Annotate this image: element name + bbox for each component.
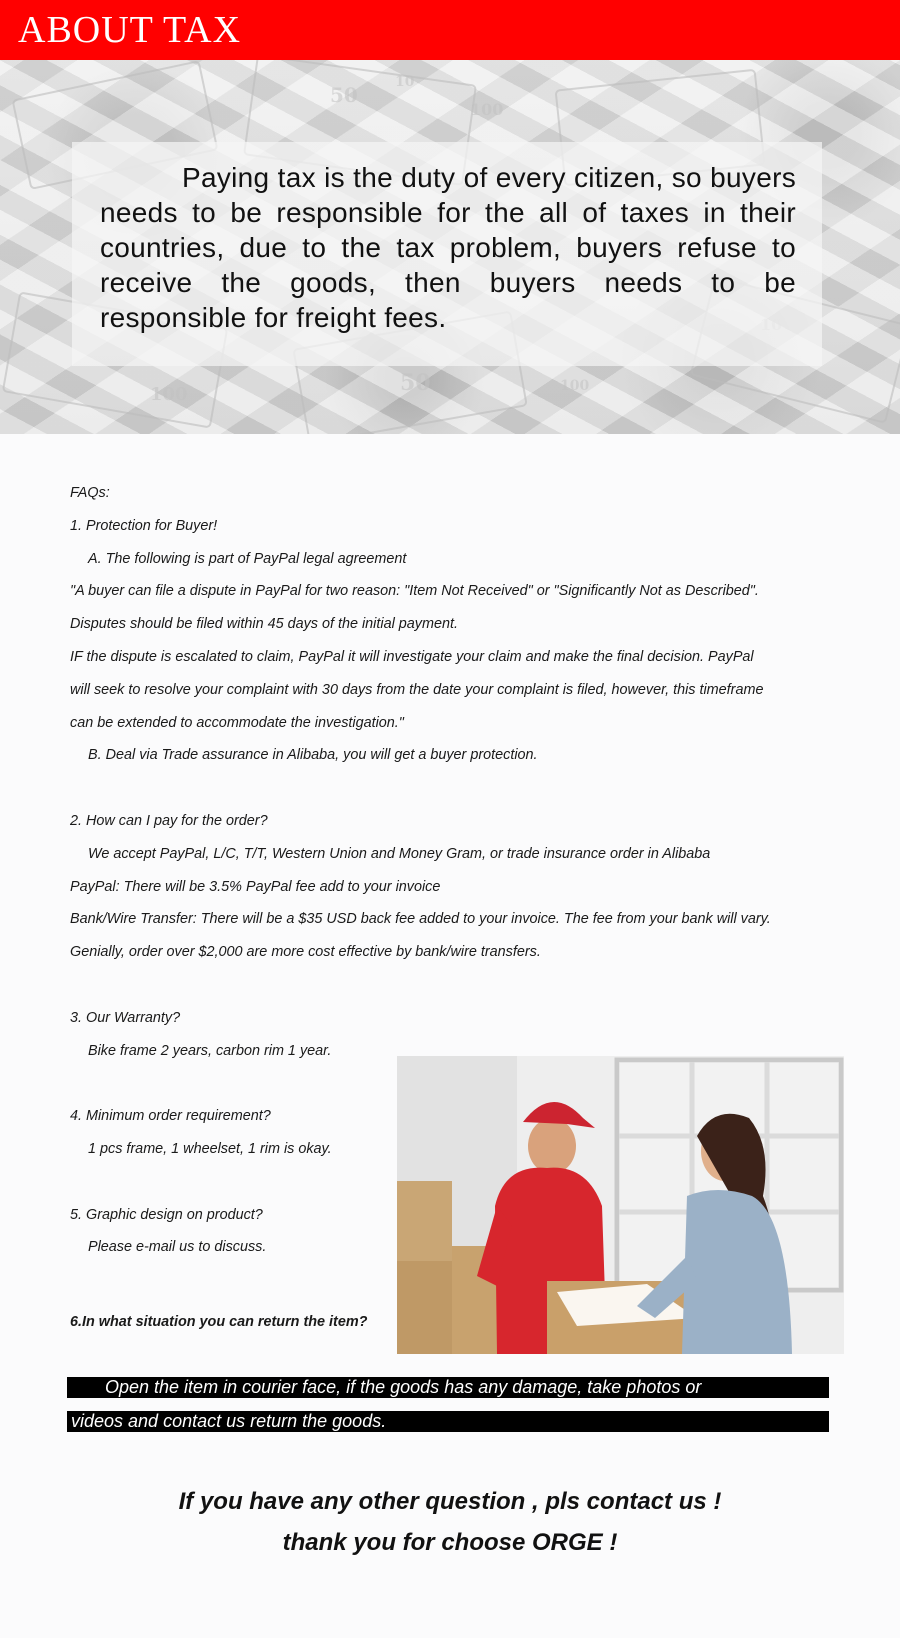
faq-answer-1a-line: "A buyer can file a dispute in PayPal for two reason: "Item Not Received" or "Significantly Not as Described". (70, 583, 759, 600)
hero-banner (0, 60, 900, 434)
faq-answer-2-line: PayPal: There will be 3.5% PayPal fee add to your invoice (70, 878, 441, 895)
svg-text:50: 50 (400, 370, 431, 396)
delivery-photo (397, 1056, 844, 1354)
svg-text:100: 100 (150, 384, 188, 405)
faq-answer-1b: B. Deal via Trade assurance in Alibaba, you will get a buyer protection. (88, 747, 538, 764)
return-policy-banner (67, 1411, 829, 1432)
faq-answer-1a-line: Disputes should be filed within 45 days of the initial payment. (70, 616, 458, 633)
faq-answer-2-line: Bank/Wire Transfer: There will be a $35 USD back fee added to your invoice. The fee from your bank will vary. (70, 911, 771, 928)
svg-text:100: 100 (470, 100, 504, 119)
tax-notice-text: Paying tax is the duty of every citizen, so buyers needs to be responsible for the all of taxes in their countries, due to the tax problem, buyers refuse to receive the goods, then buyers needs to be responsible for freight fees. (100, 162, 796, 333)
contact-message: If you have any other question , pls contact us ! (178, 1488, 722, 1515)
faq-heading: FAQs: (70, 485, 110, 501)
faq-answer-1a-line: will seek to resolve your complaint with 30 days from the date your complaint is filed, however, this timeframe (70, 681, 764, 698)
thank-you-message: thank you for choose ORGE ! (282, 1529, 618, 1556)
return-policy-line: Open the item in courier face, if the goods has any damage, take photos or (105, 1377, 702, 1397)
faq-answer-1a: A. The following is part of PayPal legal agreement (88, 550, 407, 567)
faq-question-2: 2. How can I pay for the order? (70, 812, 268, 829)
header-bar (0, 0, 900, 60)
faq-question-5: 5. Graphic design on product? (70, 1206, 263, 1223)
svg-text:100: 100 (560, 378, 590, 394)
faq-answer-2-line: Genially, order over $2,000 are more cost effective by bank/wire transfers. (70, 944, 541, 961)
return-policy-line: videos and contact us return the goods. (71, 1411, 387, 1431)
svg-text:10: 10 (395, 74, 415, 90)
faq-answer-1a-line: can be extended to accommodate the investigation." (70, 714, 404, 731)
faq-answer-5: Please e-mail us to discuss. (88, 1239, 267, 1256)
faq-question-6: 6.In what situation you can return the item? (70, 1314, 368, 1331)
faq-answer-2-line: We accept PayPal, L/C, T/T, Western Union and Money Gram, or trade insurance order in Alibaba (88, 845, 711, 862)
page-title: ABOUT TAX (18, 9, 242, 51)
return-policy-banner (67, 1377, 829, 1398)
faq-answer-3: Bike frame 2 years, carbon rim 1 year. (88, 1042, 332, 1059)
faq-answer-1a-line: IF the dispute is escalated to claim, PayPal it will investigate your claim and make the final decision. PayPal (70, 648, 754, 665)
faq-question-4: 4. Minimum order requirement? (70, 1108, 271, 1125)
faq-answer-4: 1 pcs frame, 1 wheelset, 1 rim is okay. (88, 1140, 332, 1157)
faq-question-3: 3. Our Warranty? (70, 1009, 181, 1026)
svg-text:50: 50 (330, 83, 358, 107)
faq-question-1: 1. Protection for Buyer! (70, 517, 218, 534)
